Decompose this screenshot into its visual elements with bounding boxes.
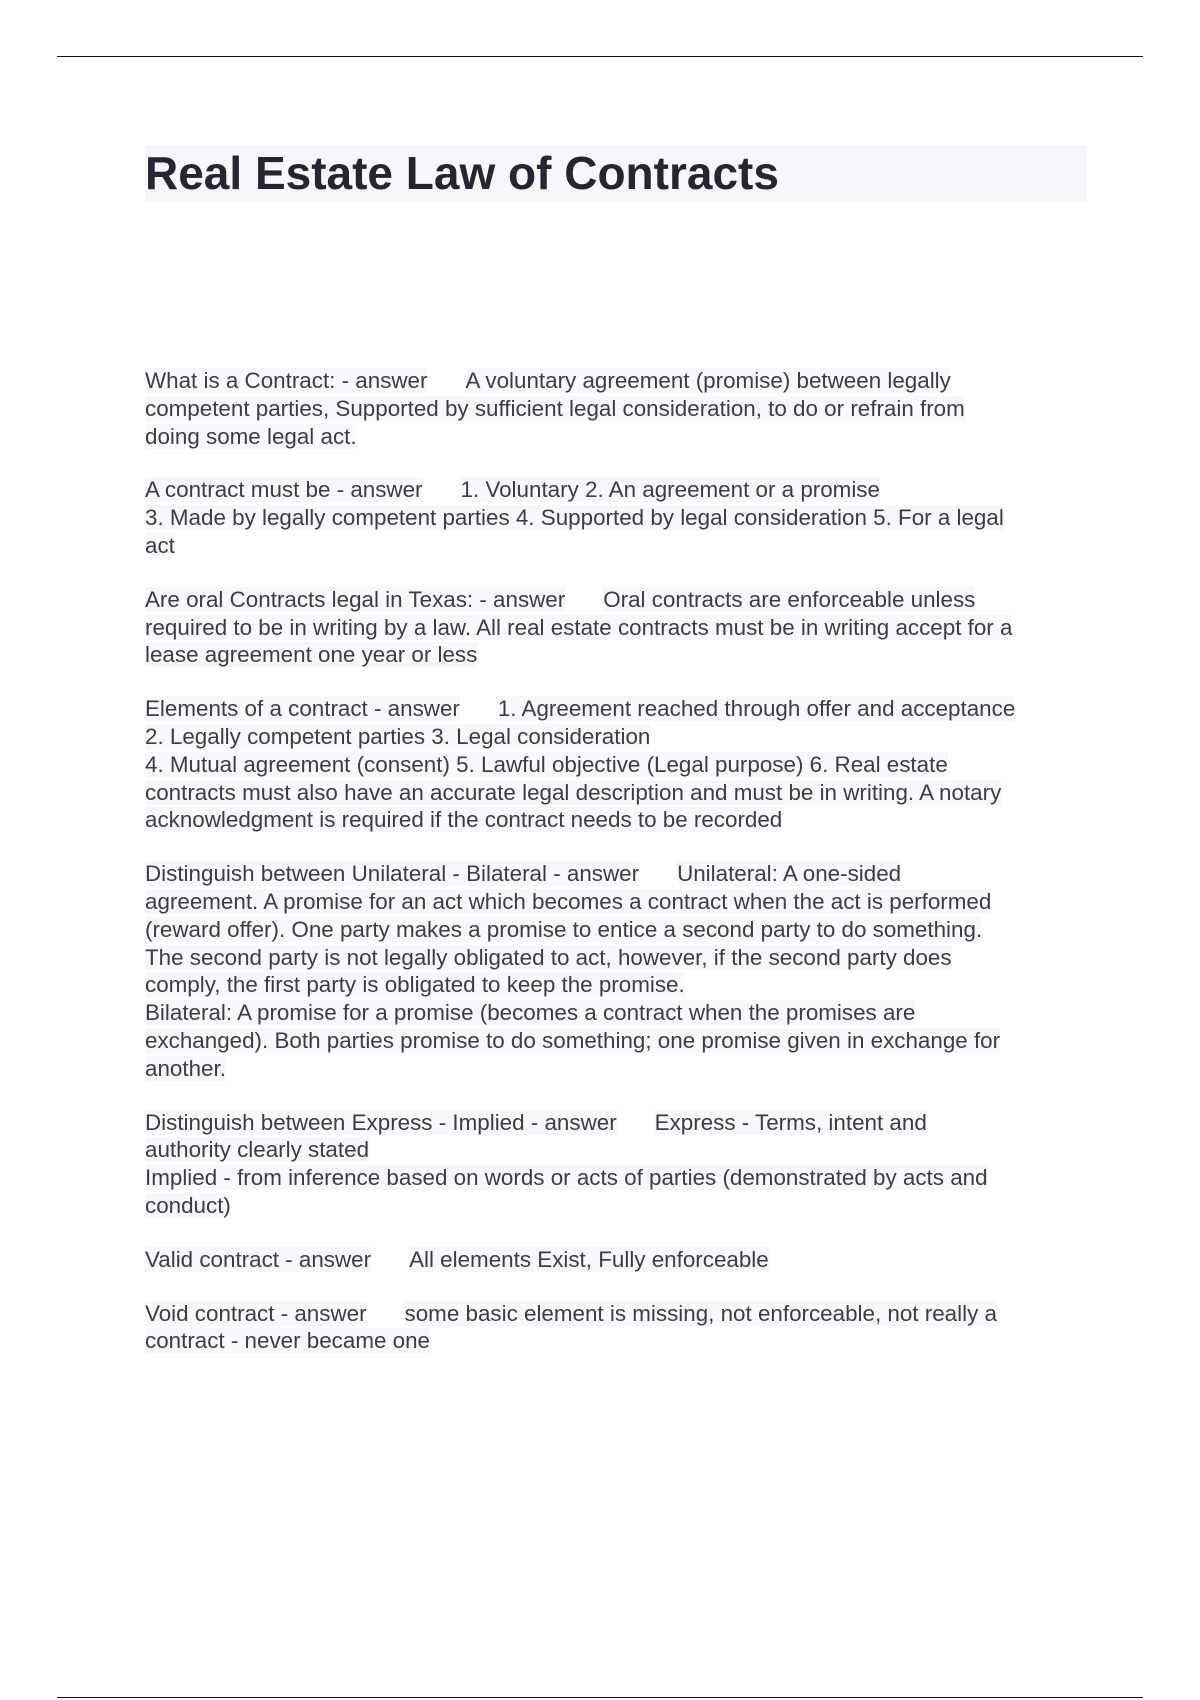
flashcard-line: [145, 1136, 1095, 1164]
flashcard-text: competent parties, Supported by sufficient legal consideration, to do or refrain from: [145, 395, 965, 421]
flashcard: [145, 695, 1095, 834]
flashcard-text: Express - Terms, intent and: [654, 1109, 927, 1135]
flashcard-text: 3. Made by legally competent parties 4. Supported by legal consideration 5. For a legal: [145, 505, 1004, 531]
flashcard-line: [145, 476, 1095, 504]
flashcard-text: contract - never became one: [145, 1328, 431, 1354]
flashcard-line: [145, 641, 1095, 669]
flashcard-text: (reward offer). One party makes a promise to entice a second party to do something.: [145, 916, 983, 942]
flashcard-term: Distinguish between Unilateral - Bilateral - answer: [145, 861, 640, 887]
flashcard-text: Implied - from inference based on words or acts of parties (demonstrated by acts and: [145, 1165, 988, 1191]
flashcard-term: Elements of a contract - answer: [145, 696, 460, 722]
document-title: Real Estate Law of Contracts: [145, 147, 779, 199]
flashcard-line: [145, 423, 1095, 451]
flashcard: [145, 476, 1095, 559]
flashcard: [145, 1246, 1095, 1274]
flashcard-line: [145, 779, 1095, 807]
flashcard-text: 4. Mutual agreement (consent) 5. Lawful objective (Legal purpose) 6. Real estate: [145, 751, 948, 777]
flashcard-text: A voluntary agreement (promise) between legally: [465, 368, 951, 393]
flashcard-line: [145, 1246, 1095, 1274]
flashcard-text: exchanged). Both parties promise to do something; one promise given in exchange for: [145, 1027, 1001, 1053]
flashcard-line: [145, 1300, 1095, 1328]
flashcard-line: [145, 1327, 1095, 1355]
flashcard-line: [145, 971, 1095, 999]
flashcard-text: authority clearly stated: [145, 1137, 370, 1163]
flashcard-term: Valid contract - answer: [145, 1246, 372, 1272]
flashcard-text: 2. Legally competent parties 3. Legal consideration: [145, 723, 651, 749]
flashcard-line: [145, 1055, 1095, 1083]
flashcard-text: All elements Exist, Fully enforceable: [409, 1246, 769, 1272]
flashcard-text: comply, the first party is obligated to keep the promise.: [145, 972, 685, 998]
flashcard-line: [145, 614, 1095, 642]
flashcard-line: [145, 806, 1095, 834]
flashcard-line: [145, 586, 1095, 614]
flashcard-text: conduct): [145, 1192, 231, 1218]
flashcard-text: required to be in writing by a law. All real estate contracts must be in writing accept for a: [145, 614, 1013, 640]
flashcard-line: [145, 751, 1095, 779]
flashcard-text: act: [145, 532, 175, 558]
flashcard-text: The second party is not legally obligated to act, however, if the second party does: [145, 944, 952, 970]
flashcard-line: [145, 1164, 1095, 1192]
flashcard-text: 1. Voluntary 2. An agreement or a promise: [460, 477, 880, 503]
flashcard-term: What is a Contract: - answer: [145, 368, 428, 393]
flashcard-text: Oral contracts are enforceable unless: [603, 586, 976, 612]
flashcard-term: A contract must be - answer: [145, 477, 423, 503]
flashcard-text: lease agreement one year or less: [145, 642, 478, 668]
flashcard-line: [145, 367, 1095, 395]
flashcard-line: [145, 1109, 1095, 1137]
flashcard-text: Bilateral: A promise for a promise (becomes a contract when the promises are: [145, 1000, 916, 1026]
flashcard-line: [145, 916, 1095, 944]
flashcard-term: Distinguish between Express - Implied - answer: [145, 1109, 617, 1135]
flashcard-list: [145, 367, 1095, 1381]
flashcard-text: 1. Agreement reached through offer and acceptance: [497, 696, 1016, 722]
flashcard-text: contracts must also have an accurate legal description and must be in writing. A notary: [145, 779, 1002, 805]
flashcard: [145, 586, 1095, 669]
flashcard-line: [145, 695, 1095, 723]
flashcard-line: [145, 1192, 1095, 1220]
flashcard-line: [145, 504, 1095, 532]
flashcard-text: another.: [145, 1055, 226, 1081]
bottom-rule: [57, 1697, 1143, 1698]
flashcard-line: [145, 532, 1095, 560]
flashcard-text: doing some legal act.: [145, 423, 357, 449]
flashcard-text: Unilateral: A one-sided: [677, 861, 902, 887]
flashcard-term: Void contract - answer: [145, 1300, 367, 1326]
flashcard-line: [145, 888, 1095, 916]
flashcard-line: [145, 723, 1095, 751]
flashcard-text: agreement. A promise for an act which becomes a contract when the act is performed: [145, 888, 992, 914]
top-rule: [57, 56, 1143, 57]
flashcard-term: Are oral Contracts legal in Texas: - answer: [145, 586, 566, 612]
flashcard-line: [145, 944, 1095, 972]
flashcard-line: [145, 860, 1095, 888]
flashcard-text: acknowledgment is required if the contract needs to be recorded: [145, 807, 783, 833]
flashcard-text: some basic element is missing, not enforceable, not really a: [404, 1300, 997, 1326]
flashcard: [145, 367, 1095, 450]
flashcard-line: [145, 999, 1095, 1027]
flashcard: [145, 860, 1095, 1082]
flashcard: [145, 1109, 1095, 1220]
flashcard: [145, 1300, 1095, 1356]
flashcard-line: [145, 395, 1095, 423]
flashcard-line: [145, 1027, 1095, 1055]
